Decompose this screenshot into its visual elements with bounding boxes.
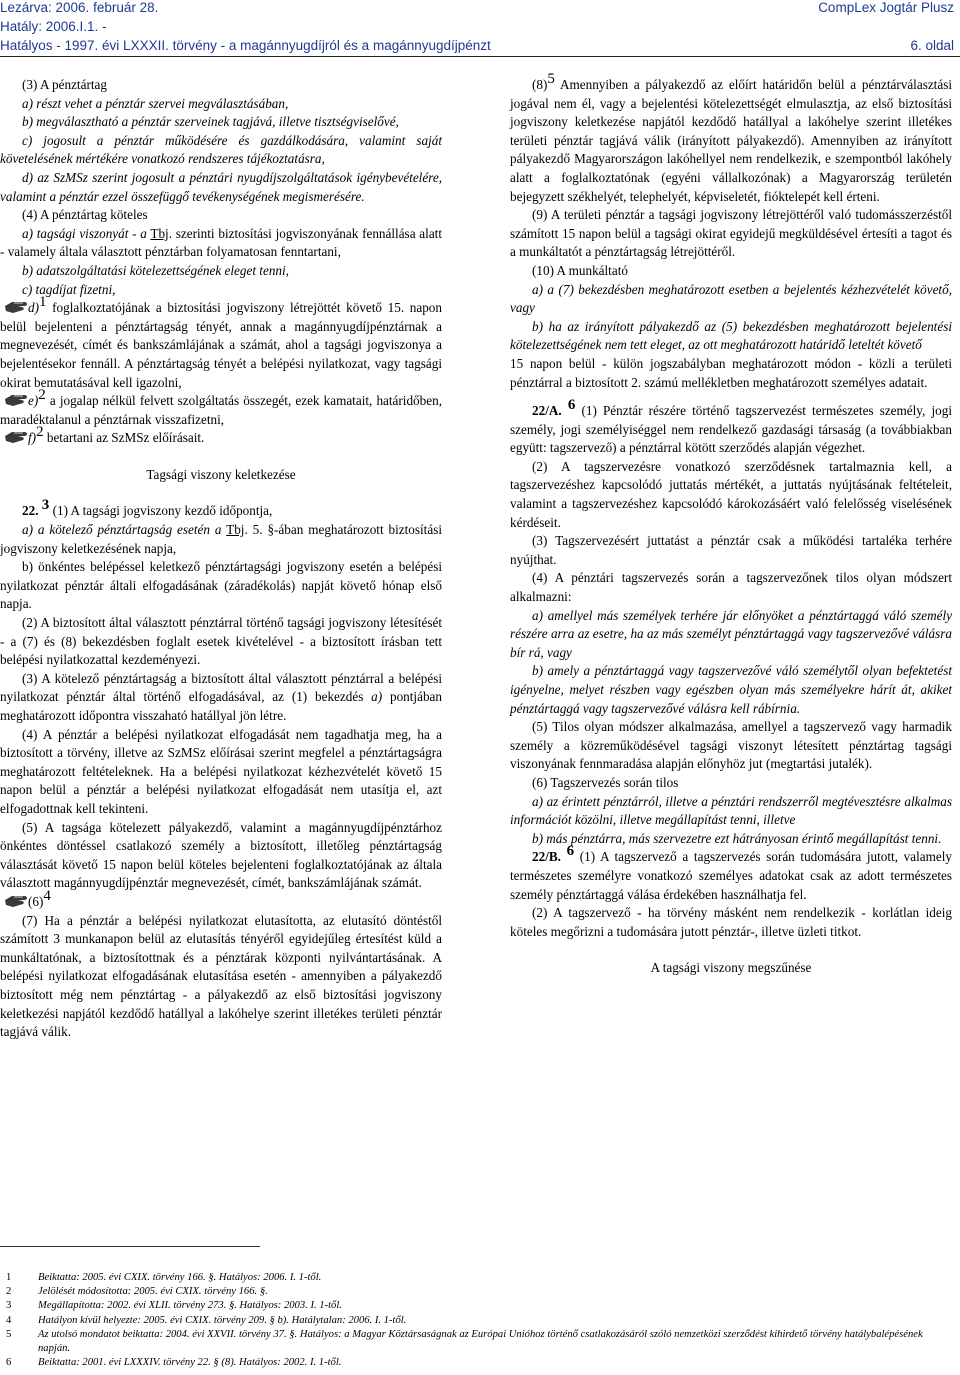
tbj-link[interactable]: Tbj (150, 225, 169, 241)
closed-date: Lezárva: 2006. február 28. (0, 0, 159, 15)
footnote-ref[interactable]: 2 (38, 387, 46, 404)
footnote: 3 Megállapította: 2002. évi XLII. törvény 273. §. Hatályos: 2003. I. 1-től. (6, 1300, 342, 1312)
paragraph: (3) A pénztártag (22, 77, 107, 92)
paragraph: 22/B. 6 (1) A tagszervező a tagszervezés során tudomására jutott, valamely természetes személyre vonatkozó személyes adatokat csak az adott természetes személy pénztártaggá válása érdekében használhatja fel. (510, 843, 952, 902)
document-title: Hatályos - 1997. évi LXXXII. törvény - a magánnyugdíjról és a magánnyugdíjpénzt (0, 38, 491, 53)
paragraph: (10) A munkáltató (532, 262, 628, 278)
paragraph: (2) A biztosított által választott pénztárral történő tagsági jogviszony létesítését - a (7) és (8) bekezdésben foglalt esetek kivételével - a biztosított írásban tett belépési nyilatkozattal kezdeményezi. (0, 615, 442, 668)
paragraph: a) részt vehet a pénztár szervei megválasztásában, (22, 95, 289, 111)
tbj-link[interactable]: Tbj (226, 522, 245, 538)
paragraph: b) adatszolgáltatási kötelezettségének eleget tenni, (22, 262, 289, 278)
paragraph: e)2 a jogalap nélkül felvett szolgáltatás összegét, ezek kamatait, határidőben, maradéktalanul a pénztárnak visszafizetni, (0, 387, 442, 427)
paragraph: b) amely a pénztártaggá vagy tagszervezővé váló személytől olyan befektetést igényelne, melyet részben vagy egészben olyan más személyekre hárít át, akiket pénztártaggá vagy tagszervezővé válásra kell rábírnia. (510, 663, 952, 716)
footnote-ref[interactable]: 3 (41, 497, 50, 514)
paragraph: (6)4 (0, 893, 442, 912)
section-heading: A tagsági viszony megszűnése (650, 960, 812, 976)
paragraph: a) amellyel más személyek terhére jár előnyöket a pénztártaggá váló személy részére arra az esetre, ha az más személyt pénztártaggá vagy tagszervezővé válásra bír rá, vagy (510, 607, 952, 660)
paragraph: c) jogosult a pénztár működésére és gazdálkodására, valamint saját követelésének mértékére vonatkozó rendszeres tájékoztatásra, (0, 132, 442, 167)
right-column (510, 71, 952, 978)
footnote-ref[interactable]: 6 (566, 843, 575, 860)
footnote: 2 Jelölését módosította: 2005. évi CXIX. törvény 166. §. (6, 1286, 268, 1298)
paragraph: d) az SzMSz szerint jogosult a pénztári nyugdíjszolgáltatások igénybevételére, valamint a pénztár ezzel összefüggő tevékenységének megismerésére. (0, 169, 442, 204)
paragraph: a) tagsági viszonyát - a Tbj. szerinti biztosítási jogviszonyának fennállása alatt - valamely általa választott pénztárban folyamatosan fenntartani, (0, 225, 442, 260)
paragraph: 15 napon belül - külön jogszabályban meghatározott módon - közli a területi pénztárral a biztosított 2. számú mellékletben meghatározott személyes adatait. (510, 355, 952, 390)
footnote-ref[interactable]: 6 (567, 397, 576, 414)
section-heading: Tagsági viszony keletkezése (146, 466, 296, 482)
footnote: 6 Beiktatta: 2001. évi LXXXIV. törvény 22. § (8). Hatályos: 2002. I. 1-től. (6, 1357, 342, 1369)
paragraph: (4) A pénztár a belépési nyilatkozat elfogadását nem tagadhatja meg, ha a biztosított a törvény, illetve az SzMSz előírásai szerint megfelel a pénztártagságra meghatározott feltételeknek. Ha a belépési nyilatkozat kézhezvételét követő 15 napon belül a pénztár a belépési nyilatkozat elfogadását nem utasítja el, azt elfogadottnak kell tekinteni. (0, 726, 442, 816)
header-divider (0, 56, 960, 57)
left-column (0, 76, 442, 1042)
paragraph: (2) A tagszervezésre vonatkozó szerződésnek tartalmaznia kell, a tagszervezéshez kapcsolódó juttatás mértékét, a juttatás nyújtásának feltételeit, valamint a tagszervezéshez kapcsolódó károkozásáért való felelősség viselésének kérdéseit. (510, 458, 952, 530)
footnote-ref[interactable]: 5 (547, 71, 555, 87)
paragraph: (9) A területi pénztár a tagsági jogviszony létrejöttéről való tudomásszerzéstől számított 15 napon belül a tagsági okirat egyidejű megküldésével értesíti a tagot és a munkáltatót a pénztártagság létrejöttéről. (510, 207, 952, 260)
paragraph: (3) Tagszervezésért juttatást a pénztár csak a működési tartaléka terhére nyújthat. (510, 533, 952, 567)
footnote-ref[interactable]: 1 (39, 294, 47, 311)
paragraph: f)2 betartani az SzMSz előírásait. (0, 429, 442, 448)
paragraph: b) önkéntes belépéssel keletkező pénztártagsági jogviszony esetén a belépési nyilatkozat pénztár általi elfogadásának (záradékolás) napját követő hónap első napja. (0, 559, 442, 612)
paragraph: (5) A tagsága kötelezett pályakezdő, valamint a magánnyugdíjpénztárhoz önkéntes döntéssel csatlakozó személy a biztosított, illetőleg pénztártagság választását követő 15 napon belül köteles bejelenteni foglalkoztatójának az általa választott magánnyugdíjpénztár megnevezését, címét, bankszámlájának számát. (0, 819, 442, 891)
paragraph: 22/A. 6 (1) Pénztár részére történő tagszervezést természetes személy, jogi személy, jogi személyiséggel nem rendelkező gazdasági társaság (a továbbiakban együtt: tagszervező) a pénztárral kötött szerződés alapján végezhet. (510, 397, 952, 456)
pointing-hand-icon[interactable] (4, 393, 30, 407)
footnote-divider (0, 1246, 260, 1247)
footnote: 4 Hatályon kívül helyezte: 2005. évi CXIX. törvény 209. § b). Hatálytalan: 2006. I. 1-től. (6, 1314, 407, 1326)
footnote: 5 Az utolsó mondatot beiktatta: 2004. évi XXVII. törvény 37. §. Hatályos: a Magyar Köztársaságnak az Európai Unióhoz történő csatlakozásáról szóló nemzetközi szerződést kihirdető törvény hatálybalépésének napján. (6, 1328, 923, 1355)
pointing-hand-icon[interactable] (4, 300, 30, 314)
paragraph: b) ha az irányított pályakezdő az (5) bekezdésben meghatározott bejelentési kötelezettségének nem tett eleget, az ott meghatározott határidő leteltét követő (510, 318, 952, 353)
paragraph: (4) A pénztári tagszervezés során a tagszervezőnek tilos olyan módszert alkalmazni: (510, 570, 952, 605)
page-number: 6. oldal (910, 38, 954, 53)
paragraph: (7) Ha a pénztár a belépési nyilatkozat elutasította, az elutasító döntéstől számított 3 munkanapon belül az elutasítás tényéről egyidejűleg értesítést küld a munkáltatónak, a biztosítottnak és a pénztárak központi nyilvántartásának. A belépési nyilatkozat elfogadásának elutasítása esetén - amennyiben a pályakezdő biztosított még nem pénztártag - a pályakezdő az első biztosítási jogviszony keletkezési napjától kezdődő hatállyal a lakóhelye szerint illetékes területi pénztár tagjává válik. (0, 912, 442, 1040)
page-header (0, 0, 960, 58)
paragraph: b) más pénztárra, más szervezetre ezt hátrányosan érintő megállapítást tenni. (532, 830, 942, 846)
paragraph: (2) A tagszervező - ha törvény másként nem rendelkezik - korlátlan ideig köteles megőrizni a tudomására jutott pénztár-, illetve üzleti titkot. (510, 905, 952, 939)
footnote-ref[interactable]: 2 (36, 424, 44, 441)
paragraph: (4) A pénztártag köteles (22, 207, 148, 223)
footnote-ref[interactable]: 4 (43, 887, 51, 904)
footnotes (0, 1271, 955, 1370)
paragraph: a) az érintett pénztárról, illetve a pénztári rendszerről megtévesztésre alkalmas információt közölni, illetve megállapítást tenni, illetve (510, 793, 952, 828)
footnote: 1 Beiktatta: 2005. évi CXIX. törvény 166. §. Hatályos: 2006. I. 1-től. (6, 1272, 322, 1283)
paragraph: 22. 3 (1) A tagsági jogviszony kezdő időpontja, (22, 497, 273, 519)
brand-name: CompLex Jogtár Plusz (818, 0, 954, 15)
paragraph: c) tagdíjat fizetni, (22, 281, 116, 297)
paragraph: d)1 foglalkoztatójának a biztosítási jogviszony létrejöttét követő 15. napon belül bejelenteni a pénztártagság tényét, annak a magánnyugdíjpénztárnak a megnevezését, címét és bankszámlájának a számát, ahol a tagsági jogviszonya a bejelentésekor fennáll. A pénztártagság tényét a belépési nyilatkozat, vagy tagsági okirat bemutatásával kell igazolni, (0, 294, 442, 390)
paragraph: b) megválasztható a pénztár szerveinek tagjává, illetve tisztségviselővé, (22, 114, 399, 130)
paragraph: (3) A kötelező pénztártagság a biztosított által választott pénztárral a belépési nyilatkozat pénztár által történő elfogadásával, az (1) bekezdés a) pontjában meghatározott időpontra visszaható hatállyal jön létre. (0, 670, 442, 723)
pointing-hand-icon[interactable] (4, 894, 30, 908)
paragraph: (8)5 Amennyiben a pályakezdő az előírt határidőn belül a pénztárválasztási jogával nem él, vagy a bejelentési kötelezettségét elmulasztja, az első biztosítási jogviszony keletkezése napjától kezdődő hatállyal a lakóhelye szerint illetékes területi pénztár tagjává válik (irányított pályakezdő). Amennyiben az irányított pályakezdő Magyarországon lakóhellyel nem rendelkezik, e szempontból lakóhely alatt a foglalkoztatónak (egyéni vállalkozónak) a Magyarország területén bejegyzett székhelyét, telephelyét, képviseletét, fióktelepét kell érteni. (510, 71, 952, 204)
paragraph: a) a kötelező pénztártagság esetén a Tbj. 5. §-ában meghatározott biztosítási jogviszony keletkezésének napja, (0, 522, 442, 556)
effect-date: Hatály: 2006.I.1. - (0, 19, 107, 34)
paragraph: (6) Tagszervezés során tilos (532, 774, 679, 790)
pointing-hand-icon[interactable] (4, 430, 30, 444)
paragraph: a) a (7) bekezdésben meghatározott esetben a bejelentés kézhezvételét követő, vagy (510, 281, 952, 316)
paragraph: (5) Tilos olyan módszer alkalmazása, amellyel a tagszervező vagy harmadik személy a közreműködésével tagsági viszonyt létesített pénztártag tagsági viszonyának fennmaradása alapján előnyhöz jut (megtartási jutalék). (510, 719, 952, 772)
